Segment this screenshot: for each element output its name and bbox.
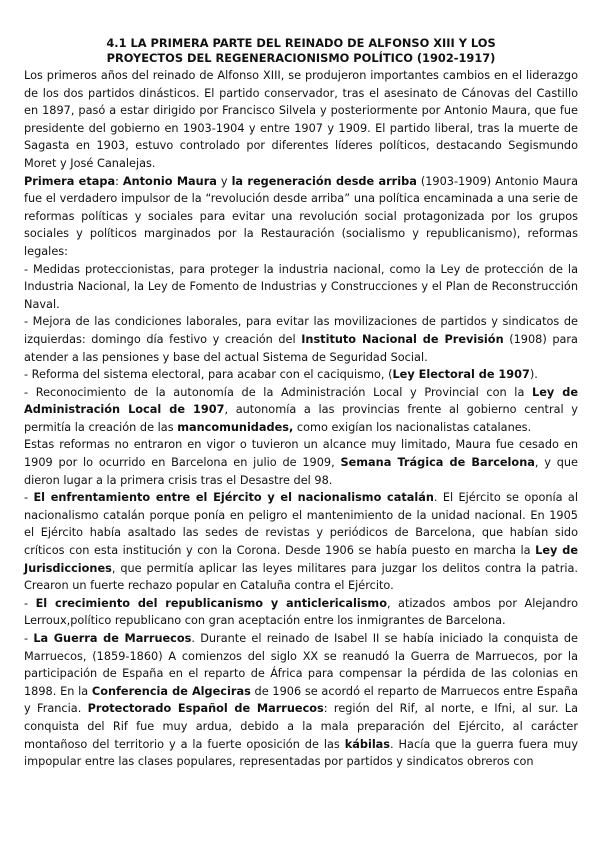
bold-text: Conferencia de Algeciras [91, 684, 251, 698]
text-run: - Mejora de las condiciones laborales, para evitar las movilizaciones de partidos y sindicatos de izquierdas: domingo día festivo y creación del [24, 315, 578, 346]
bold-text: Semana Trágica de Barcelona [340, 456, 535, 470]
text-run: Estas reformas no entraron en vigor o tuvieron un alcance muy limitado, Maura fue cesado en 1909 por lo ocurrido en Barcelona en julio de 1909, [24, 438, 578, 470]
text-run: . El Ejército se oponía al nacionalismo catalán porque ponía en peligro el mantenimiento de la unidad nacional. En 1905 el Ejército había asaltado las sedes de revistas y periódicos de Barcelona, que habían sido críticos con esta institución y con la Corona. Desde 1906 se había puesto en marcha la [24, 491, 578, 558]
paragraph-intro: Los primeros años del reinado de Alfonso XIII, se produjeron importantes cambios en el liderazgo de los dos partidos dinásticos. El partido conservador, tras el asesinato de Cánovas del Castillo en 1897, pasó a estar dirigido por Francisco Silvela y posteriormente por Antonio Maura, que fue presidente del gobierno en 1903-1904 y entre 1907 y 1909. El partido liberal, tras la muerte de Sagasta en 1903, estuvo controlado por diferentes líderes políticos, destacando Segismundo Moret y José Canalejas. [24, 69, 578, 170]
bold-text: El crecimiento del republicanismo y anticlericalismo [35, 596, 387, 610]
text-run: , autonomía a las provincias frente al gobierno central y permitía la creación de las [24, 403, 578, 434]
page-title [24, 36, 578, 66]
text-run: - Reconocimiento de la autonomía de la Administración Local y Provincial con la [24, 385, 533, 399]
text-run: (1903-1909) Antonio Maura fue el verdadero impulsor de la “revolución desde arriba” una política encaminada a una serie de reformas políticas y sociales para evitar una revolución social protagonizada por los grupos sociales y políticos marginados por la Restauración (socialismo y republicanismo), reformas legales: [24, 174, 578, 258]
paragraph-medidas-proteccionistas: - Medidas proteccionistas, para proteger la industria nacional, como la Ley de protección de la Industria Nacional, la Ley de Fomento de Industrias y Construcciones y el Plan de Reconstrucción Naval. [24, 262, 578, 311]
paragraph-administracion-local [24, 384, 578, 437]
text-run: , y que dieron lugar a la primera crisis tras el Desastre del 98. [24, 456, 578, 487]
bold-text: Antonio Maura [122, 174, 217, 188]
text-run: de 1906 se acordó el reparto de Marruecos entre España y Francia. [24, 684, 578, 716]
bold-text: kábilas [344, 737, 391, 751]
text-run: : [115, 174, 123, 188]
bold-text: Ley Electoral de 1907 [392, 368, 530, 382]
bold-text: mancomunidades, [177, 420, 294, 434]
bold-text: Instituto Nacional de Previsión [301, 332, 504, 346]
paragraph-primera-etapa [24, 173, 578, 261]
text-run: : región del Rif, al norte, e Ifni, al sur. La conquista del Rif fue muy ardua, debido a la mala preparación del Ejército, al carácter montañoso del territorio y a la fuerte oposición de las [24, 702, 578, 751]
text-run: ). [529, 368, 538, 382]
text-run: como exigían los nacionalistas catalanes. [293, 420, 532, 434]
bold-text: la regeneración desde arriba [231, 174, 417, 188]
text-run: , atizados ambos por Alejandro Lerroux,político republicano con gran aceptación entre los inmigrantes de Barcelona. [24, 596, 578, 628]
bold-text: Ley de Administración Local de 1907 [24, 385, 579, 417]
bold-text: La Guerra de Marruecos [33, 632, 192, 645]
bold-text: El enfrentamiento entre el Ejército y el nacionalismo catalán [33, 491, 434, 505]
text-run: , que permitía aplicar las leyes militares para juzgar los delitos contra la patria. Crearon un fuerte rechazo popular en Cataluña contra el Ejército. [24, 561, 578, 593]
text-run: - [24, 596, 36, 610]
text-run: y [216, 174, 232, 188]
bold-text: Primera etapa [24, 174, 116, 188]
paragraph-reforma-electoral [24, 366, 578, 384]
bold-text: Protectorado Español de Marruecos [87, 702, 324, 716]
bold-text: Ley de Jurisdicciones [24, 544, 579, 575]
paragraph-ejercito-nacionalismo [24, 489, 578, 595]
title-line-1: 4.1 LA PRIMERA PARTE DEL REINADO DE ALFONSO XIII Y LOS [106, 36, 496, 50]
text-run: . Durante el reinado de Isabel II se había iniciado la conquista de Marruecos, (1859-1860) A comienzos del siglo XX se reanudó la Guerra de Marruecos, por la participación de España en el reparto de África para compensar la pérdida de las colonias en 1898. En la [24, 632, 578, 698]
text-run: - [24, 632, 34, 645]
paragraph-republicanismo [24, 595, 578, 630]
paragraph-condiciones-laborales [24, 313, 578, 366]
text-run: - [24, 491, 34, 505]
title-line-2: PROYECTOS DEL REGENERACIONISMO POLÍTICO (1902-1917) [106, 51, 496, 65]
paragraph-semana-tragica [24, 436, 578, 489]
text-run: (1908) para atender a las pensiones y base del actual Sistema de Seguridad Social. [24, 332, 578, 364]
paragraph-guerra-marruecos [24, 630, 578, 771]
text-run: . Hacía que la guerra fuera muy impopular entre las clases populares, representadas por partidos y sindicatos obreros con [24, 737, 578, 769]
text-run: - Reforma del sistema electoral, para acabar con el caciquismo, ( [24, 368, 393, 382]
